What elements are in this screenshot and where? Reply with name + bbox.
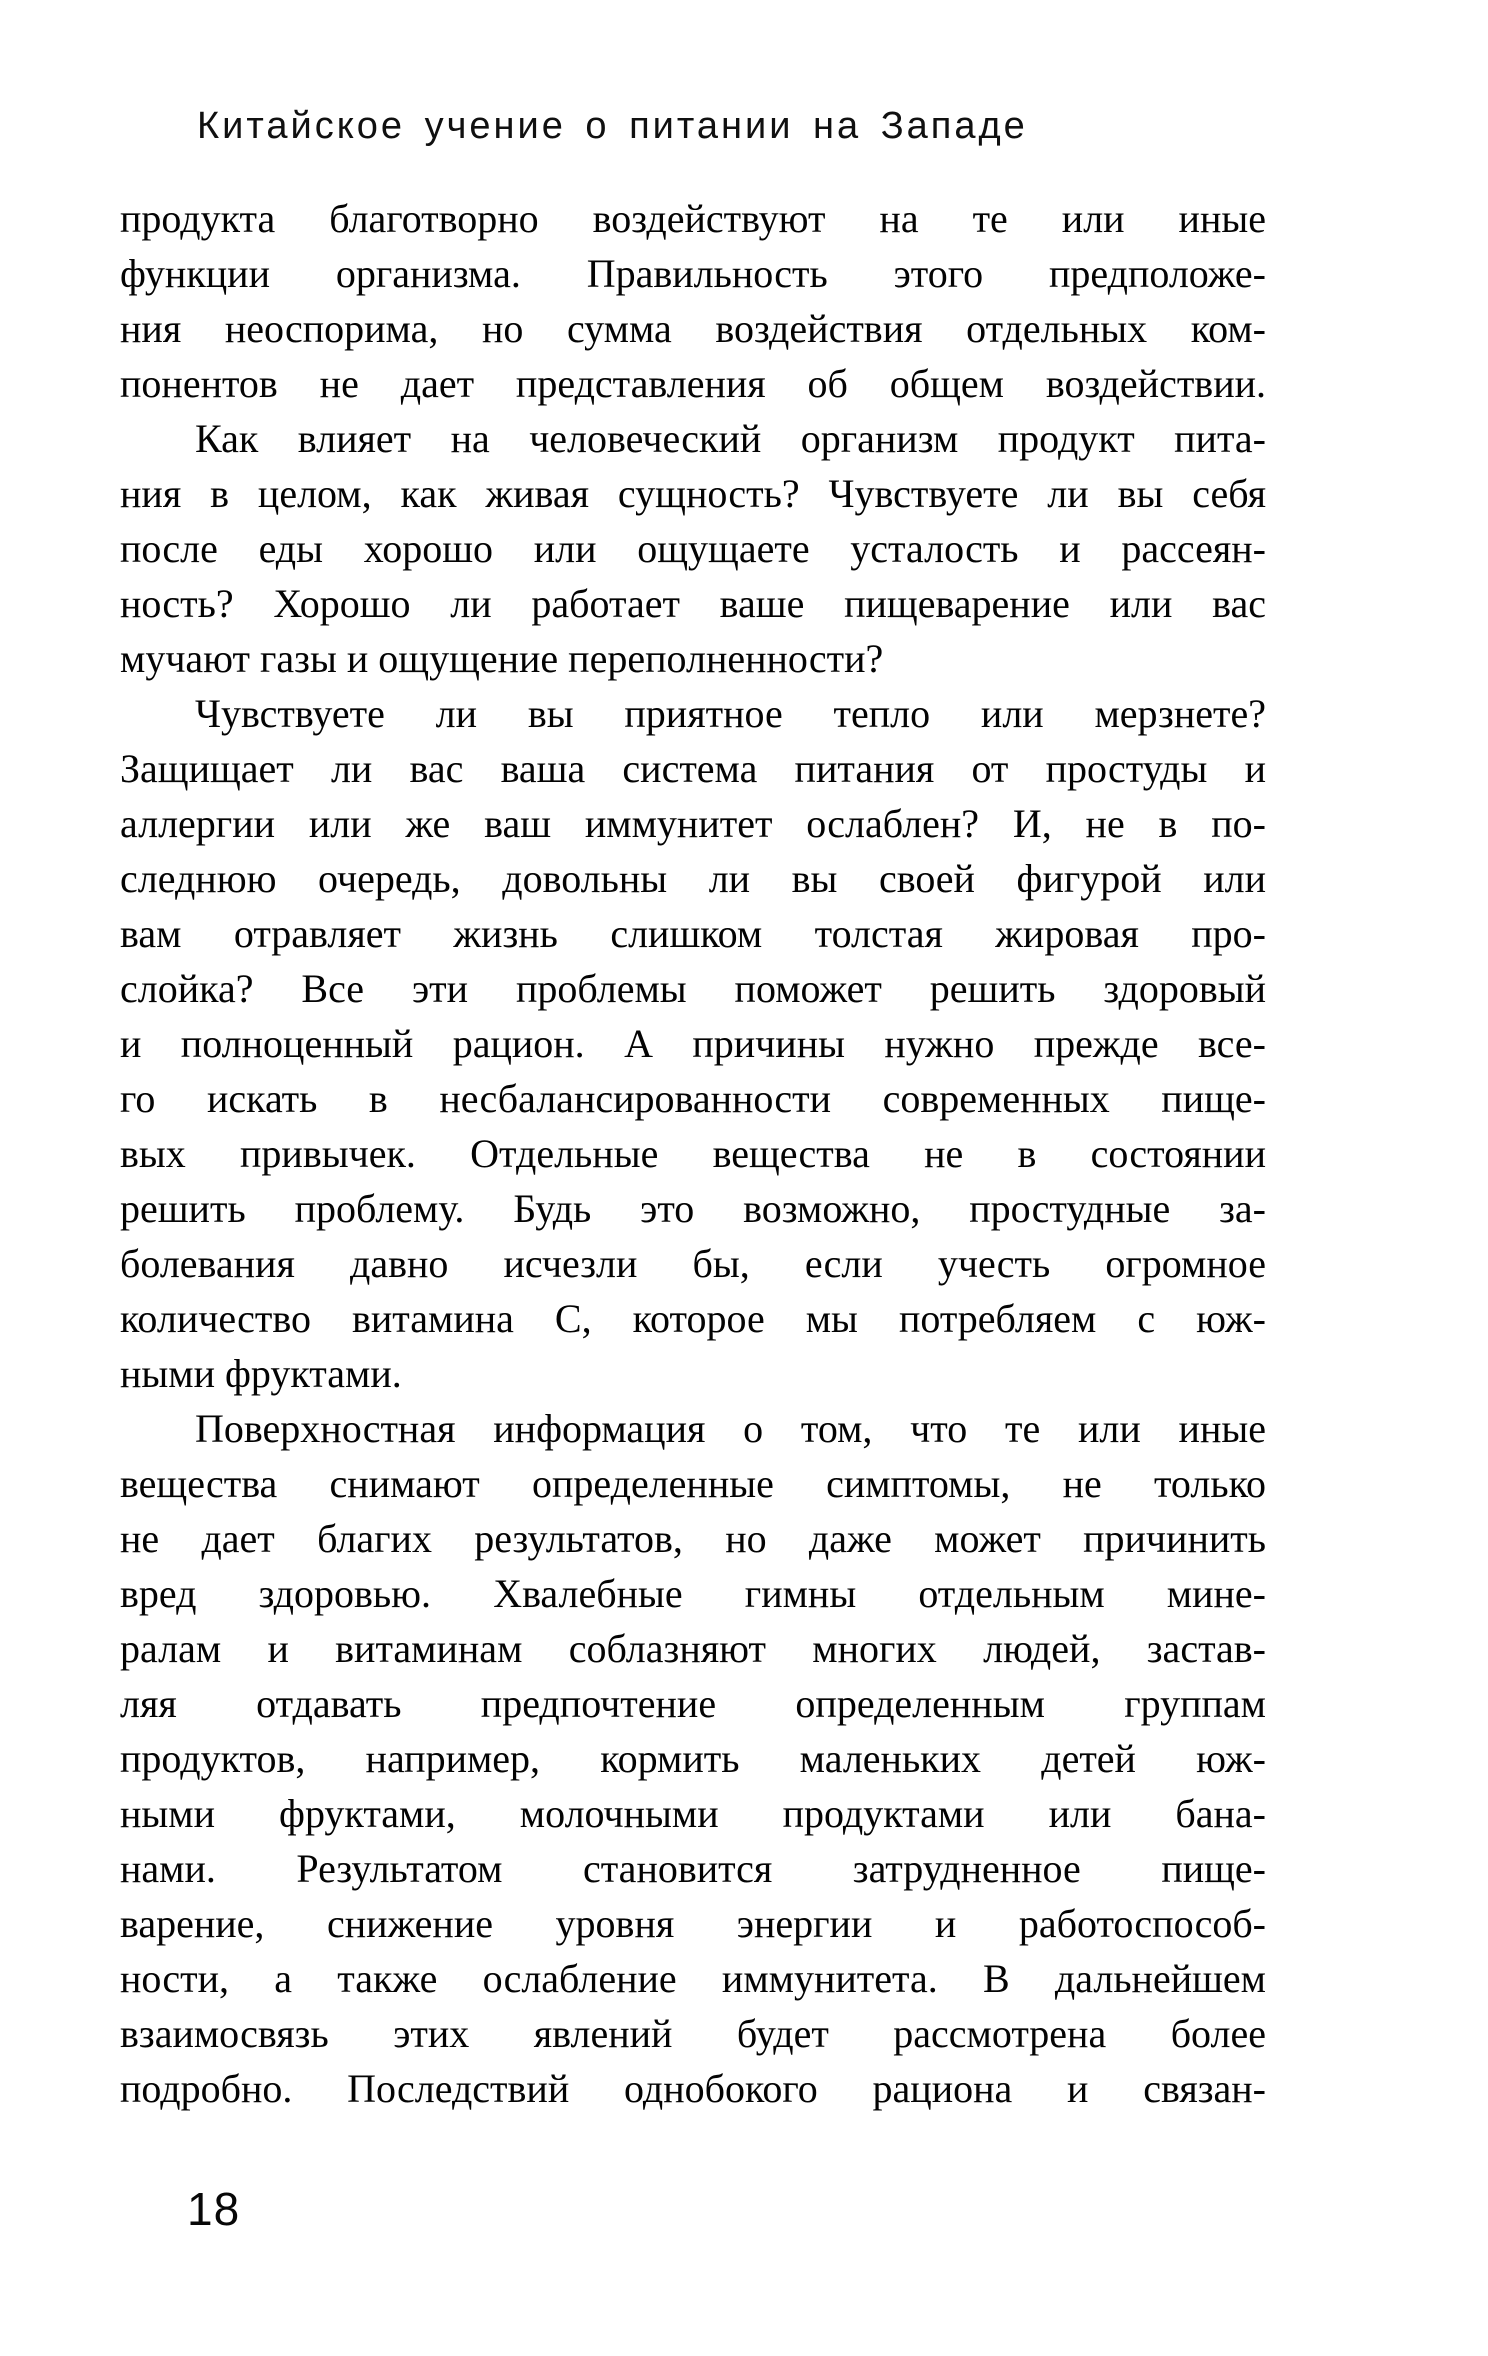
text-line: нами. Результатом становится затрудненное пище- — [120, 1846, 1266, 1891]
text-line: подробно. Последствий однобокого рациона и связан- — [120, 2066, 1266, 2111]
text-line: следнюю очередь, довольны ли вы своей фигурой или — [120, 856, 1266, 901]
text-line: мучают газы и ощущение переполненности? — [120, 636, 884, 681]
text-line: не дает благих результатов, но даже может причинить — [120, 1516, 1266, 1561]
text-line: функции организма. Правильность этого предположе- — [120, 251, 1266, 296]
text-line: ния в целом, как живая сущность? Чувствуете ли вы себя — [120, 471, 1266, 516]
body-text — [120, 191, 1266, 2116]
text-line: ляя отдавать предпочтение определенным группам — [120, 1681, 1266, 1726]
text-line: Чувствуете ли вы приятное тепло или мерзнете? — [195, 691, 1266, 736]
text-line: понентов не дает представления об общем воздействии. — [120, 361, 1266, 406]
text-line: болевания давно исчезли бы, если учесть огромное — [120, 1241, 1266, 1286]
text-line: аллергии или же ваш иммунитет ослаблен? И, не в по- — [120, 801, 1266, 846]
text-line: ралам и витаминам соблазняют многих людей, застав- — [120, 1626, 1266, 1671]
text-line: ными фруктами, молочными продуктами или бана- — [120, 1791, 1266, 1836]
text-line: после еды хорошо или ощущаете усталость и рассеян- — [120, 526, 1266, 571]
text-line: ность? Хорошо ли работает ваше пищеварение или вас — [120, 581, 1266, 626]
text-line: Защищает ли вас ваша система питания от простуды и — [120, 746, 1266, 791]
text-line: ными фруктами. — [120, 1351, 402, 1396]
text-line: взаимосвязь этих явлений будет рассмотрена более — [120, 2011, 1266, 2056]
text-line: слойка? Все эти проблемы поможет решить здоровый — [120, 966, 1266, 1011]
text-line: вещества снимают определенные симптомы, не только — [120, 1461, 1266, 1506]
text-line: ности, а также ослабление иммунитета. В дальнейшем — [120, 1956, 1266, 2001]
text-line: го искать в несбалансированности современных пище- — [120, 1076, 1266, 1121]
running-header: Китайское учение о питании на Западе — [197, 105, 1028, 147]
text-line: Поверхностная информация о том, что те или иные — [195, 1406, 1266, 1451]
text-line: количество витамина С, которое мы потребляем с юж- — [120, 1296, 1266, 1341]
text-line: варение, снижение уровня энергии и работоспособ- — [120, 1901, 1266, 1946]
text-line: вред здоровью. Хвалебные гимны отдельным мине- — [120, 1571, 1266, 1616]
text-line: вам отравляет жизнь слишком толстая жировая про- — [120, 911, 1266, 956]
text-line: продукта благотворно воздействуют на те или иные — [120, 196, 1266, 241]
text-line: Как влияет на человеческий организм продукт пита- — [195, 416, 1266, 461]
text-line: вых привычек. Отдельные вещества не в состоянии — [120, 1131, 1266, 1176]
text-line: решить проблему. Будь это возможно, простудные за- — [120, 1186, 1266, 1231]
text-line: и полноценный рацион. А причины нужно прежде все- — [120, 1021, 1266, 1066]
page-number: 18 — [187, 2183, 241, 2235]
text-line: ния неоспорима, но сумма воздействия отдельных ком- — [120, 306, 1266, 351]
text-line: продуктов, например, кормить маленьких детей юж- — [120, 1736, 1266, 1781]
